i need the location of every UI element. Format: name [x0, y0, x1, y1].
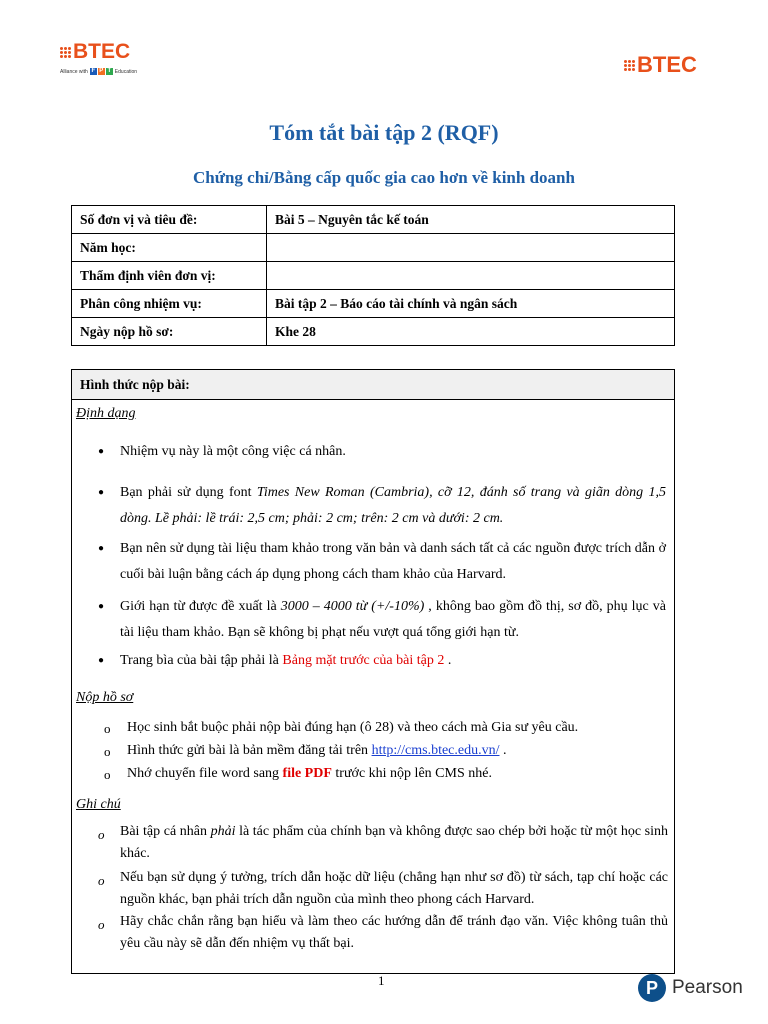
pearson-logo [638, 974, 743, 1002]
row-label: Thẩm định viên đơn vị: [72, 262, 267, 290]
btec-logo-text: BTEC [73, 40, 131, 63]
circle-bullet-icon: o [104, 744, 111, 759]
bullet-icon: ● [98, 543, 105, 554]
submit-item-2: Hình thức gửi bài là bản mềm đăng tải trên http://cms.btec.edu.vn/ . [127, 743, 507, 758]
btec-logo-text: BTEC [637, 52, 697, 77]
row-value: Bài 5 – Nguyên tắc kế toán [267, 206, 675, 234]
format-bullet-5: Trang bìa của bài tập phải là Bảng mặt trước của bài tập 2 . [120, 653, 452, 668]
bullet-icon: ● [98, 446, 105, 457]
alliance-text: Alliance with [60, 68, 88, 75]
row-value [267, 234, 675, 262]
table-row [72, 234, 675, 262]
assignment-info-table [71, 205, 675, 346]
page-subtitle: Chứng chỉ/Bằng cấp quốc gia cao hơn về kinh doanh [193, 168, 575, 187]
education-text: Education [114, 68, 138, 75]
bullet-icon: ● [98, 655, 105, 666]
format-heading: Định dạng [76, 406, 136, 421]
submission-heading: Hình thức nộp bài: [72, 370, 674, 400]
note-item-3: Hãy chắc chắn rằng bạn hiểu và làm theo các hướng dẫn để tránh đạo văn. Việc không tuân thủ yêu cầu này sẽ dẫn đến nhiệm vụ thất bại. [120, 914, 668, 951]
circle-bullet-icon: o [98, 917, 105, 932]
bullet-icon: ● [98, 487, 105, 498]
format-bullet-1: Nhiệm vụ này là một công việc cá nhân. [120, 444, 346, 459]
row-label: Số đơn vị và tiêu đề: [72, 206, 267, 234]
row-value [267, 262, 675, 290]
submit-heading: Nộp hồ sơ [76, 690, 134, 705]
table-row [72, 206, 675, 234]
table-row [72, 290, 675, 318]
format-bullet-4: Giới hạn từ được đề xuất là 3000 – 4000 từ (+/-10%) , không bao gồm đồ thị, sơ đồ, phụ lục và tài liệu tham khảo. Bạn sẽ không bị phạt nếu vượt quá tổng giới hạn từ. [120, 599, 666, 640]
format-bullet-3: Bạn nên sử dụng tài liệu tham khảo trong văn bản và danh sách tất cả các nguồn được trích dẫn ở cuối bài luận bằng cách áp dụng phong cách tham khảo của Harvard. [120, 541, 666, 582]
page-title: Tóm tắt bài tập 2 (RQF) [269, 120, 499, 145]
fpt-logo: F P T [91, 68, 112, 74]
table-row [72, 262, 675, 290]
submission-box [71, 369, 675, 974]
btec-dots-icon [60, 47, 71, 58]
row-label: Ngày nộp hồ sơ: [72, 318, 267, 346]
btec-fpt-logo [60, 40, 137, 75]
circle-bullet-icon: o [98, 827, 105, 842]
note-item-1: Bài tập cá nhân phải là tác phẩm của chính bạn và không được sao chép bởi hoặc từ một học sinh khác. [120, 824, 668, 861]
format-bullet-2: Bạn phải sử dụng font Times New Roman (Cambria), cỡ 12, đánh số trang và giãn dòng 1,5 dòng. Lề phải: lề trái: 2,5 cm; phải: 2 cm; trên: 2 cm và dưới: 2 cm. [120, 485, 666, 526]
row-value: Bài tập 2 – Báo cáo tài chính và ngân sách [267, 290, 675, 318]
circle-bullet-icon: o [98, 873, 105, 888]
cms-link[interactable]: http://cms.btec.edu.vn/ [371, 743, 500, 758]
circle-bullet-icon: o [104, 767, 111, 782]
pearson-p-icon: P [638, 974, 666, 1002]
row-label: Phân công nhiệm vụ: [72, 290, 267, 318]
btec-logo-right [624, 52, 697, 78]
row-value: Khe 28 [267, 318, 675, 346]
submit-item-3: Nhớ chuyển file word sang file PDF trước khi nộp lên CMS nhé. [127, 766, 492, 781]
row-label: Năm học: [72, 234, 267, 262]
table-row [72, 318, 675, 346]
btec-dots-icon [624, 60, 635, 71]
circle-bullet-icon: o [104, 721, 111, 736]
note-item-2: Nếu bạn sử dụng ý tưởng, trích dẫn hoặc dữ liệu (chẳng hạn như sơ đồ) từ sách, tạp chí hoặc các nguồn khác, bạn phải trích dẫn nguồn của mình theo phong cách Harvard. [120, 870, 668, 907]
submit-item-1: Học sinh bắt buộc phải nộp bài đúng hạn (ô 28) và theo cách mà Gia sư yêu cầu. [127, 720, 579, 735]
notes-heading: Ghi chú [76, 797, 121, 812]
pearson-text: Pearson [672, 977, 743, 998]
bullet-icon: ● [98, 601, 105, 612]
page-number: 1 [378, 973, 385, 988]
